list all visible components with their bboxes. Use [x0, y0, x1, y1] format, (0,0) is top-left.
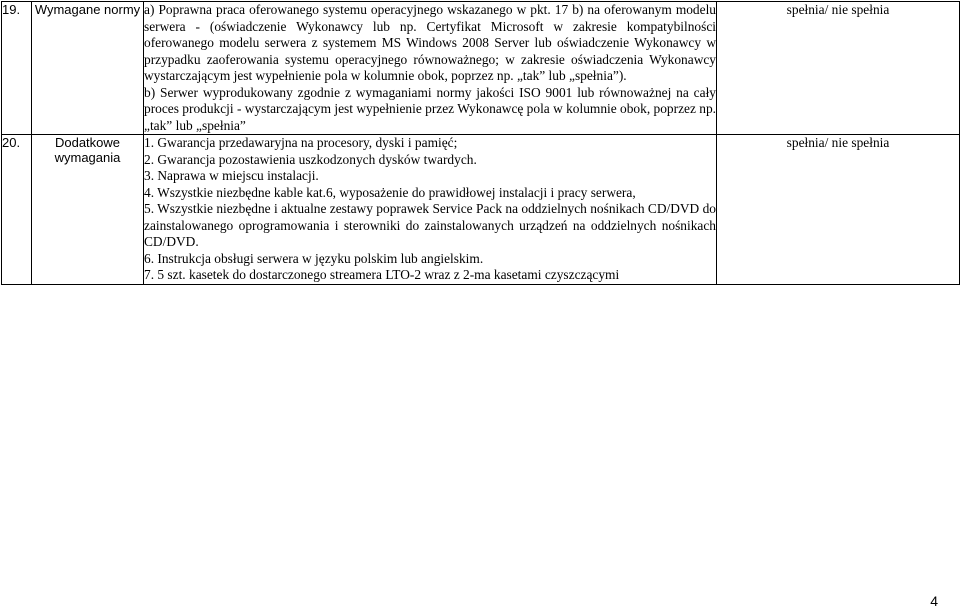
list-item: 4. Wszystkie niezbędne kable kat.6, wyposażenie do prawidłowej instalacji i pracy serwera,	[144, 184, 636, 200]
description-paragraph: a) Poprawna praca oferowanego systemu operacyjnego wskazanego w pkt. 17 b) na oferowanym modelu serwera - (oświadczenie Wykonawcy lub np. Certyfikat Microsoft w zakresie kompatybilności oferowanego modelu serwera z systemem MS Windows 2008 Server lub oświadczenie Wykonawcy w przypadku zaoferowania systemu operacyjnego równoważnego; w zakresie oświadczenia Wykonawcy wystarczającym jest wypełnienie pola w kolumnie obok, poprzez np. „tak” lub „spełnia”).	[144, 2, 716, 83]
requirement-description	[144, 135, 717, 285]
list-item: 1. Gwarancja przedawaryjna na procesory, dyski i pamięć;	[144, 135, 458, 150]
table-row	[2, 2, 960, 135]
list-item: 7. 5 szt. kasetek do dostarczonego streamera LTO-2 wraz z 2-ma kasetami czyszczącymi	[144, 267, 620, 282]
row-number: 20.	[2, 135, 32, 285]
description-paragraph: b) Serwer wyprodukowany zgodnie z wymaganiami normy jakości ISO 9001 lub równoważnej na cały proces produkcji - wystarczającym jest wypełnienie przez Wykonawcę pola w kolumnie obok, poprzez np. „tak” lub „spełnia”	[144, 84, 716, 133]
table-row	[2, 135, 960, 285]
list-item: 3. Naprawa w miejscu instalacji.	[144, 168, 319, 183]
page-number: 4	[930, 593, 938, 609]
list-item: 6. Instrukcja obsługi serwera w języku polskim lub angielskim.	[144, 250, 484, 266]
requirement-name: Wymagane normy	[32, 2, 144, 135]
list-item: 2. Gwarancja pozostawienia uszkodzonych dysków twardych.	[144, 151, 477, 167]
list-item: 5. Wszystkie niezbędne i aktualne zestawy poprawek Service Pack na oddzielnych nośnikach CD/DVD do zainstalowanego oprogramowania i sterowniki do zainstalowanych urządzeń na oddzielnych nośnikach CD/DVD.	[144, 201, 716, 249]
requirement-description	[144, 2, 717, 135]
compliance-status: spełnia/ nie spełnia	[717, 135, 960, 285]
compliance-status: spełnia/ nie spełnia	[717, 2, 960, 135]
requirement-name: Dodatkowe wymagania	[32, 135, 144, 285]
requirements-table	[1, 1, 960, 285]
row-number: 19.	[2, 2, 32, 135]
